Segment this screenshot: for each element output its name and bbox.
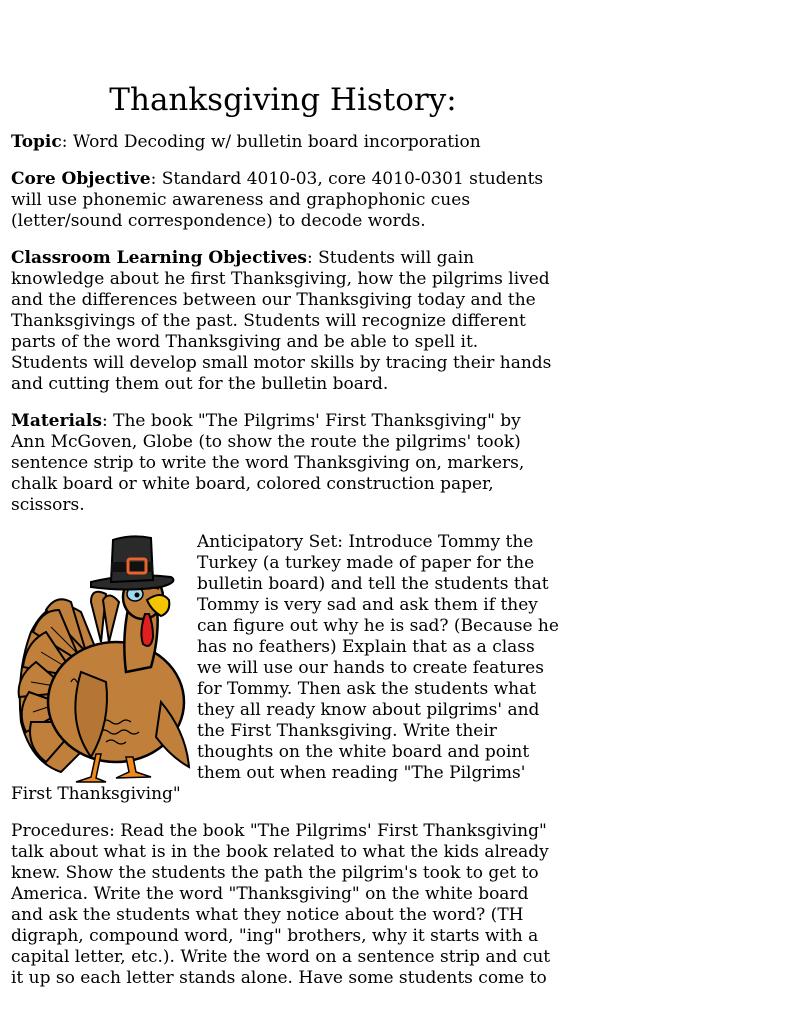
topic-paragraph: [11, 132, 559, 153]
pilgrim-turkey-image: [11, 532, 191, 784]
procedures-paragraph: Procedures: Read the book "The Pilgrims' First Thanksgiving" talk about what is in the book related to what the kids already knew. Show the students the path the pilgrim's took to get to America. Write the word "Thanksgiving" on the white board and ask the students what they notice about the word? (TH digraph, compound word, "ing" brothers, why it starts with a capital letter, etc.). Write the word on a sentence strip and cut it up so each letter stands alone. Have some students come to: [11, 821, 551, 988]
learning-objectives-text: : Students will gain knowledge about he first Thanksgiving, how the pilgrims lived and the differences between our Thanksgiving today and the Thanksgivings of the past. Students will recognize different parts of the word Thanksgiving and be able to spell it. Students will develop small motor skills by tracing their hands and cutting them out for the bulletin board.: [11, 248, 552, 394]
core-objective-text: : Standard 4010-03, core 4010-0301 students will use phonemic awareness and graphophonic cues (letter/sound correspondence) to decode words.: [11, 169, 544, 231]
lesson-plan-document: [11, 80, 559, 1005]
materials-label: Materials: [11, 411, 102, 431]
page-title: Thanksgiving History:: [109, 82, 457, 118]
learning-objectives-label: Classroom Learning Objectives: [11, 248, 307, 268]
anticipatory-set-text: Anticipatory Set: Introduce Tommy the Turkey (a turkey made of paper for the bulletin board) and tell the students that Tommy is very sad and ask them if they can figure out why he is sad? (Because he has no feathers) Explain that as a class we will use our hands to create features for Tommy. Then ask the students what they all ready know about pilgrims' and the First Thanksgiving. Write their thoughts on the white board and point them out when reading "The Pilgrims' First Thanksgiving": [11, 532, 559, 804]
learning-objectives-paragraph: [11, 248, 559, 395]
turkey-icon: [11, 532, 191, 784]
core-objective-label: Core Objective: [11, 169, 151, 189]
core-objective-paragraph: [11, 169, 559, 232]
topic-label: Topic: [11, 132, 62, 152]
materials-paragraph: [11, 411, 559, 516]
materials-text: : The book "The Pilgrims' First Thanksgiving" by Ann McGoven, Globe (to show the route the pilgrims' took) sentence strip to write the word Thanksgiving on, markers, chalk board or white board, colored construction paper, scissors.: [11, 411, 525, 515]
topic-text: : Word Decoding w/ bulletin board incorporation: [61, 132, 481, 152]
anticipatory-set-paragraph: [11, 532, 559, 805]
